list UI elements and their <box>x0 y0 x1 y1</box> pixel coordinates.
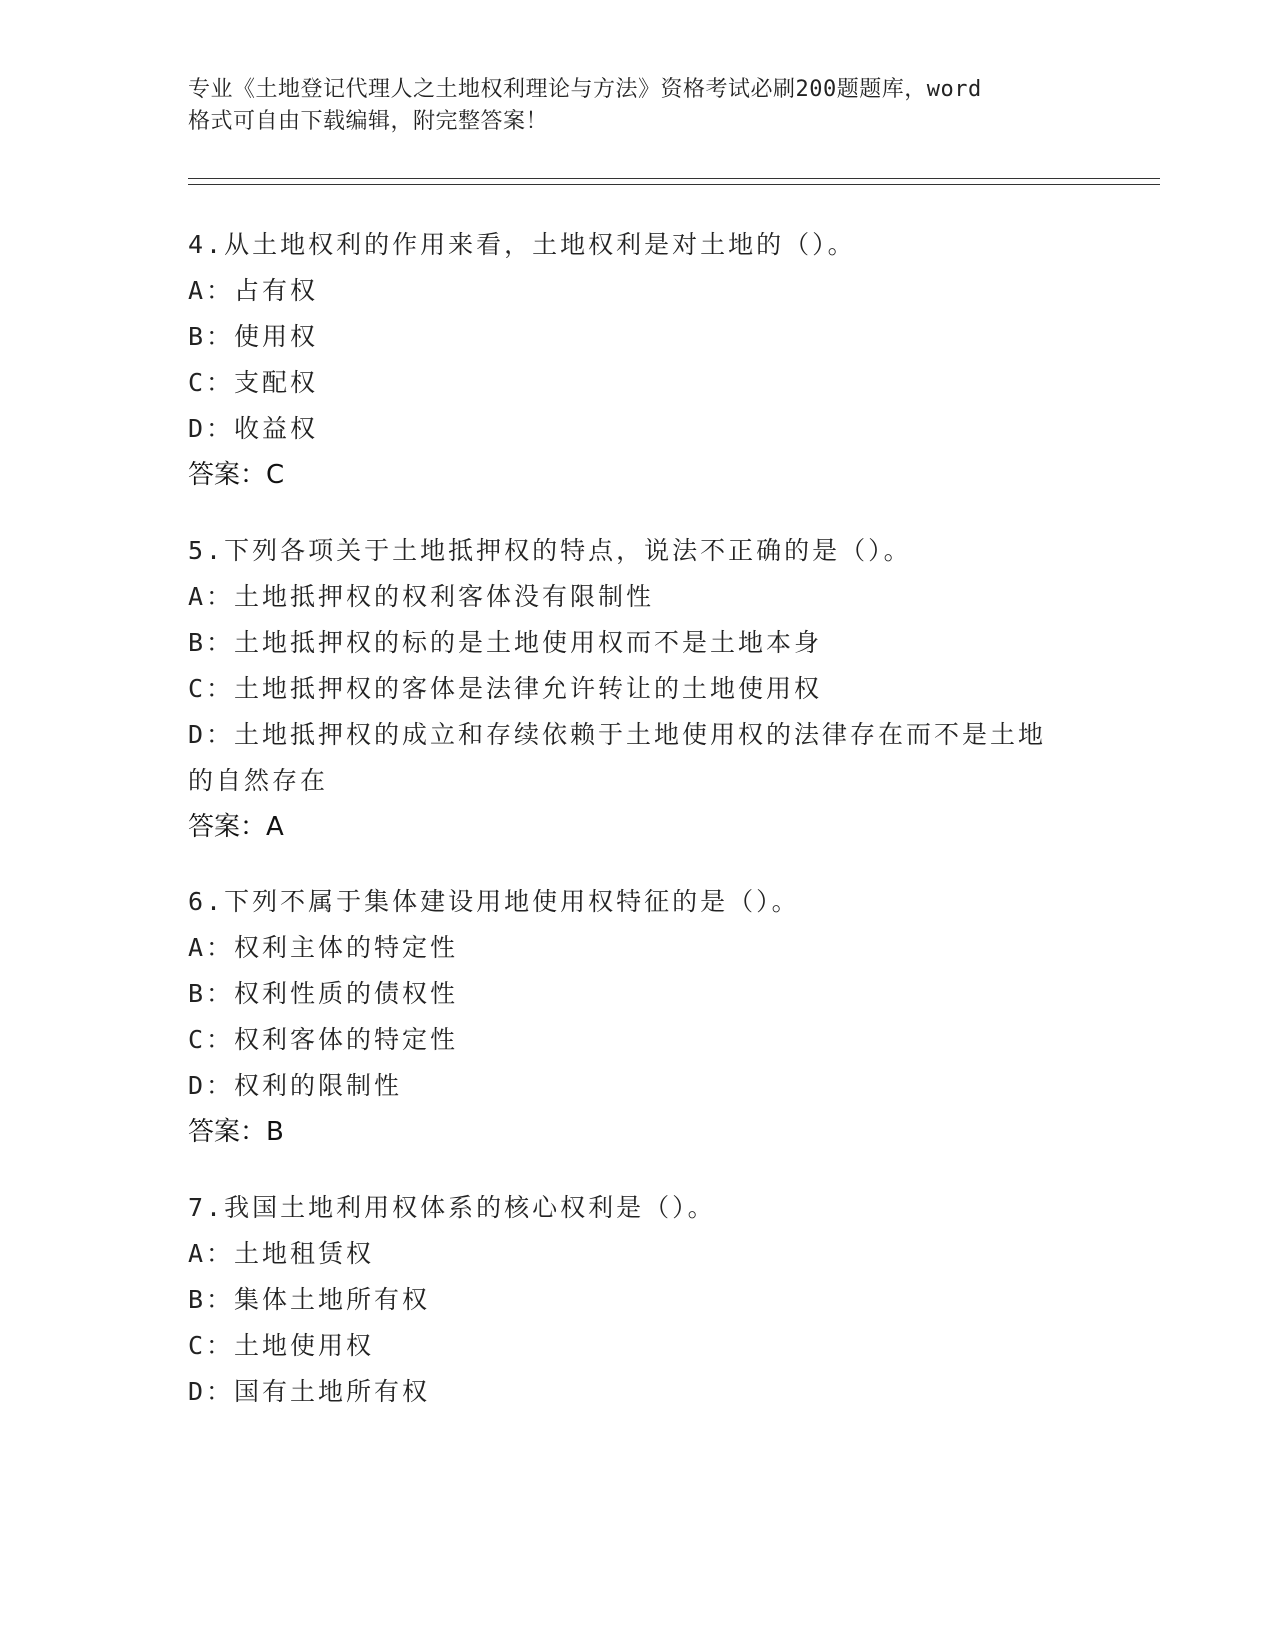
question-6 <box>188 879 1088 1155</box>
option-b: B：集体土地所有权 <box>188 1285 431 1314</box>
option-d: D：国有土地所有权 <box>188 1377 431 1406</box>
option-d: D：权利的限制性 <box>188 1071 403 1100</box>
question-stem: 6.下列不属于集体建设用地使用权特征的是（）。 <box>188 887 800 916</box>
question-stem: 7.我国土地利用权体系的核心权利是（）。 <box>188 1193 716 1222</box>
document-header <box>188 74 1068 138</box>
question-stem: 4.从土地权利的作用来看，土地权利是对土地的（）。 <box>188 230 856 259</box>
option-a: A：土地抵押权的权利客体没有限制性 <box>188 582 655 611</box>
question-stem: 5.下列各项关于土地抵押权的特点，说法不正确的是（）。 <box>188 536 912 565</box>
question-7 <box>188 1185 1088 1415</box>
option-a: A：占有权 <box>188 276 319 305</box>
option-c: C：权利客体的特定性 <box>188 1025 459 1054</box>
option-d-continued: 的自然存在 <box>188 766 329 795</box>
answer: 答案：C <box>188 460 285 490</box>
option-c: C：支配权 <box>188 368 319 397</box>
question-5 <box>188 528 1088 850</box>
answer: 答案：A <box>188 812 284 842</box>
option-d: D：收益权 <box>188 414 319 443</box>
question-4 <box>188 222 1088 498</box>
option-c: C：土地使用权 <box>188 1331 375 1360</box>
option-a: A：权利主体的特定性 <box>188 933 459 962</box>
header-line-1: 专业《土地登记代理人之土地权利理论与方法》资格考试必刷200题题库，word <box>188 77 982 102</box>
header-line-2: 格式可自由下载编辑，附完整答案！ <box>188 109 549 134</box>
header-divider <box>188 178 1160 185</box>
answer: 答案：B <box>188 1117 284 1147</box>
option-b: B：使用权 <box>188 322 319 351</box>
option-b: B：权利性质的债权性 <box>188 979 459 1008</box>
option-a: A：土地租赁权 <box>188 1239 375 1268</box>
option-b: B：土地抵押权的标的是土地使用权而不是土地本身 <box>188 628 823 657</box>
option-c: C：土地抵押权的客体是法律允许转让的土地使用权 <box>188 674 823 703</box>
option-d: D：土地抵押权的成立和存续依赖于土地使用权的法律存在而不是土地 <box>188 720 1047 749</box>
